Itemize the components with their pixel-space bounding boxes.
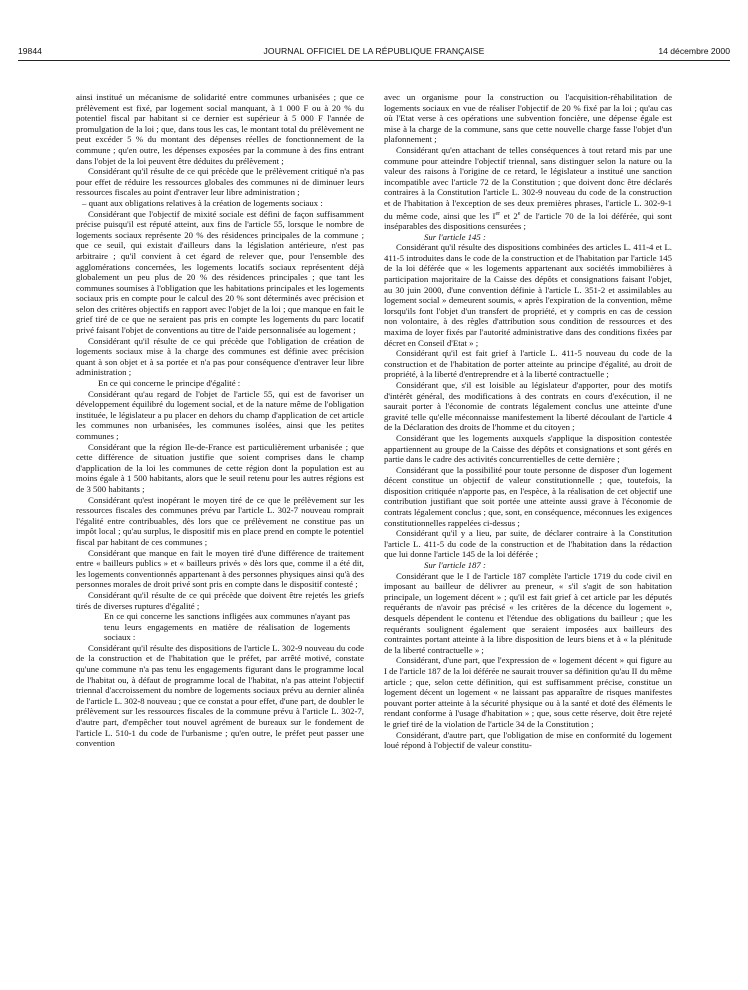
right-column-paragraph: Considérant qu'il y a lieu, par suite, de déclarer contraire à la Constitution l'article L. 411-5 du code de la construction et de l'habitation dans la rédaction que lui donne l'article 145 de la loi déférée ;: [384, 528, 672, 560]
right-column: [384, 92, 672, 751]
journal-title: JOURNAL OFFICIEL DE LA RÉPUBLIQUE FRANÇAISE: [263, 46, 485, 56]
left-column-paragraph: Considérant qu'il résulte de ce qui précède que le prélèvement critiqué n'a pas pour effet de réduire les ressources globales des communes ni de diminuer leurs ressources fiscales au point d'entraver leur libre administration ;: [76, 166, 364, 198]
left-column-paragraph: Considérant qu'il résulte des dispositions de l'article L. 302-9 nouveau du code de la construction et de l'habitation que le préfet, par arrêté motivé, constate qu'une commune n'a pas tenu les engagements figurant dans le programme local de l'habitat ou, à défaut de programme local de l'habitat, n'a pas atteint l'objectif triennal d'accroissement du nombre de logements sociaux prévu au dernier alinéa de l'article L. 302-8 nouveau ; que ce constat a pour effet, d'une part, de doubler le prélèvement sur les ressources fiscales de la commune prévu à l'article L. 302-7, d'autre part, d'empêcher tout nouvel agrément de bureaux sur le fondement de l'article L. 510-1 du code de l'urbanisme ; qu'en outre, le préfet peut passer une convention: [76, 642, 364, 749]
right-column-paragraph: Considérant que la possibilité pour toute personne de disposer d'un logement décent constitue un objectif de valeur constitutionnelle ; que, toutefois, la disposition critiquée n'apporte pas, en l'espèce, à la réalisation de cet objectif une contribution justifiant que soit portée une atteinte aussi grave à l'économie de contrats légalement conclus ; que, sont, en conséquence, méconnues les exigences constitutionnelles rappelées ci-dessus ;: [384, 464, 672, 528]
right-column-paragraph: Considérant qu'en attachant de telles conséquences à tout retard mis par une commune pour atteindre l'objectif triennal, sans distinguer selon la nature ou la valeur des raisons à l'origine de ce retard, le législateur a institué une sanction incompatible avec l'article 72 de la Constitution ; que doivent donc être déclarés contraires à la Constitution l'article L. 302-9 nouveau du code de la construction et de l'habitation à l'exception de ses deux premières phrases, l'article L. 302-9-1 du même code, ainsi que les Ier et 2e de l'article 70 de la loi déférée, qui sont inséparables des dispositions censurées ;: [384, 144, 672, 232]
right-column-paragraph: Considérant, d'une part, que l'expression de « logement décent » qui figure au I de l'article 187 de la loi déférée ne saurait trouver sa définition qu'au II du même article ; que, selon cette définition, qui est suffisamment précise, constitue un logement décent un logement « ne laissant pas apparaître de risques manifestes pouvant porter atteinte à la sécurité physique ou à la santé et doté des éléments le rendant conforme à l'usage d'habitation » ; que, sous cette réserve, doit être rejeté le grief tiré de la violation de l'article 34 de la Constitution ;: [384, 655, 672, 729]
right-column-paragraph: Considérant qu'il est fait grief à l'article L. 411-5 nouveau du code de la construction et de l'habitation de porter atteinte au principe d'égalité, au droit de propriété, à la liberté d'entreprendre et à la liberté contractuelle ;: [384, 348, 672, 380]
right-column-paragraph: Considérant qu'il résulte des dispositions combinées des articles L. 411-4 et L. 411-5 introduites dans le code de la construction et de l'habitation par l'article 145 de la loi déférée que « les logements appartenant aux sociétés immobilières à participation majoritaire de la Caisse des dépôts et consignations faisant l'objet, au 30 juin 2000, d'une convention définie à l'article L. 351-2 et assimilables au logement social » demeurent soumis, « après l'expiration de la convention, même lorsqu'ils font l'objet d'un transfert de propriété, et y compris en cas de cession non volontaire, à des règles d'attribution sous condition de ressources et des maxima de loyer fixés par l'autorité administrative dans des conditions fixées par décret en Conseil d'Etat » ;: [384, 242, 672, 348]
left-column-paragraph: Considérant que manque en fait le moyen tiré d'une différence de traitement entre « bailleurs publics » et « bailleurs privés » dès lors que, comme il a été dit, les logements conventionnés appartenant à des personnes physiques ainsi qu'à des personnes morales de droit privé sont pris en compte dans le dispositif contesté ;: [76, 547, 364, 590]
right-column-paragraph: Considérant, d'autre part, que l'obligation de mise en conformité du logement loué répond à l'objectif de valeur constitu-: [384, 729, 672, 751]
left-column-paragraph: Considérant que la région Ile-de-France est particulièrement urbanisée ; que cette différence de situation justifie que soient comprises dans le champ d'application de la loi les communes de cette région dont la population est au moins égale à 1 500 habitants, alors que le seuil retenu pour les autres régions est de 3 500 habitants ;: [76, 441, 364, 494]
right-column-paragraph: Considérant que les logements auxquels s'applique la disposition contestée appartiennent au groupe de la Caisse des dépôts et consignations et sont gérés en partie dans le cadre des activités concurrentielles de cette dernière ;: [384, 432, 672, 465]
left-column: [76, 92, 364, 749]
left-column-paragraph: En ce qui concerne le principe d'égalité :: [98, 378, 241, 389]
publication-date: 14 décembre 2000: [658, 46, 730, 56]
left-column-paragraph: Considérant qu'au regard de l'objet de l'article 55, qui est de favoriser un développement équilibré du logement social, et de la nature même de l'obligation instituée, le législateur a pu placer en dehors du champ d'application de cet article les communes non urbanisées, les communes isolées, ainsi que les petites communes ;: [76, 388, 364, 441]
left-column-paragraph: ainsi institué un mécanisme de solidarité entre communes urbanisées ; que ce prélèvement est fixé, par logement social manquant, à 1 000 F ou à 20 % du potentiel fiscal par habitant si ce dernier est supérieur à 5 000 F l'année de promulgation de la loi ; que, dans tous les cas, le montant total du prélèvement ne peut excéder 5 % du montant des dépenses réelles de fonctionnement de la commune ; qu'en outre, les dépenses exposées par la commune à des fins entrant dans l'objet de la loi peuvent être déduites du prélèvement ;: [76, 92, 364, 166]
page-number: 19844: [18, 46, 42, 56]
right-column-paragraph: Considérant que, s'il est loisible au législateur d'apporter, pour des motifs d'intérêt général, des modifications à des contrats en cours d'exécution, il ne saurait porter à l'économie de contrats légalement conclus une atteinte d'une gravité telle qu'elle méconnaisse manifestement la liberté découlant de l'article 4 de la Déclaration des droits de l'homme et du citoyen ;: [384, 379, 672, 433]
left-column-paragraph: – quant aux obligations relatives à la création de logements sociaux :: [82, 197, 323, 208]
left-column-paragraph: Considérant que l'objectif de mixité sociale est défini de façon suffisamment précise puisqu'il est réputé atteint, aux fins de l'article 55, lorsque le nombre de logements sociaux représente 20 % des résidences principales de la commune ; que ce seuil, qui existait d'ailleurs dans la législation antérieure, n'est pas arbitraire ; qu'il convient à cet égard de relever que, pour l'ensemble des agglomérations concernées, les logements locatifs sociaux représentent déjà globalement un peu plus de 20 % des résidences principales ; que tant les communes soumises à l'obligation que les habitations principales et les logements sociaux pris en compte pour le calcul des 20 % sont déterminés avec précision et selon des critères objectifs en rapport avec l'objet de la loi ; que manque en fait le grief tiré de ce que ne seraient pas pris en compte les logements du parc locatif privé faisant l'objet de conventions au titre de l'aide personnalisée au logement ;: [76, 208, 364, 336]
page-header: [18, 46, 730, 60]
right-column-paragraph: avec un organisme pour la construction ou l'acquisition-réhabilitation de logements sociaux en vue de réaliser l'objectif de 20 % fixé par la loi ; qu'au cas où l'Etat verse à ces opérations une subvention foncière, une dépense égale est mise à la charge de la commune, sans que cette nouvelle charge fasse l'objet d'un plafonnement ;: [384, 92, 672, 145]
right-column-paragraph: Sur l'article 145 :: [424, 231, 486, 242]
right-column-paragraph: Considérant que le I de l'article 187 complète l'article 1719 du code civil en imposant au bailleur de délivrer au preneur, « s'il s'agit de son habitation principale, un logement décent » ; qu'il est fait grief à cet article par les députés requérants de n'avoir pas précisé « les critères de la décence du logement », desquels dépendent le contenu et l'étendue des obligations du bailleur ; que les requérants soulignent également que seraient imposées aux bailleurs des contraintes portant atteinte à la libre disposition de leurs biens et à « la plénitude de la liberté contractuelle » ;: [384, 570, 672, 655]
right-column-paragraph: Sur l'article 187 :: [424, 560, 486, 571]
left-column-paragraph: Considérant qu'il résulte de ce qui précède que l'obligation de création de logements sociaux mise à la charge des communes est définie avec précision quant à son objet et à sa portée et n'a pas pour conséquence d'entraver leur libre administration ;: [76, 335, 364, 378]
left-column-paragraph: Considérant qu'il résulte de ce qui précède que doivent être rejetés les griefs tirés de diverses ruptures d'égalité ;: [76, 589, 364, 611]
left-column-paragraph: En ce qui concerne les sanctions infligées aux communes n'ayant pas tenu leurs engagements en matière de réalisation de logements sociaux :: [104, 611, 350, 643]
header-rule: [18, 60, 730, 61]
left-column-paragraph: Considérant qu'est inopérant le moyen tiré de ce que le prélèvement sur les ressources fiscales des communes prévu par l'article L. 302-7 nouveau romprait l'égalité entre contribuables, dès lors que ce prélèvement ne constitue pas un impôt local ; qu'au surplus, le dispositif mis en place prend en compte le potentiel fiscal par habitant de ces communes ;: [76, 494, 364, 547]
